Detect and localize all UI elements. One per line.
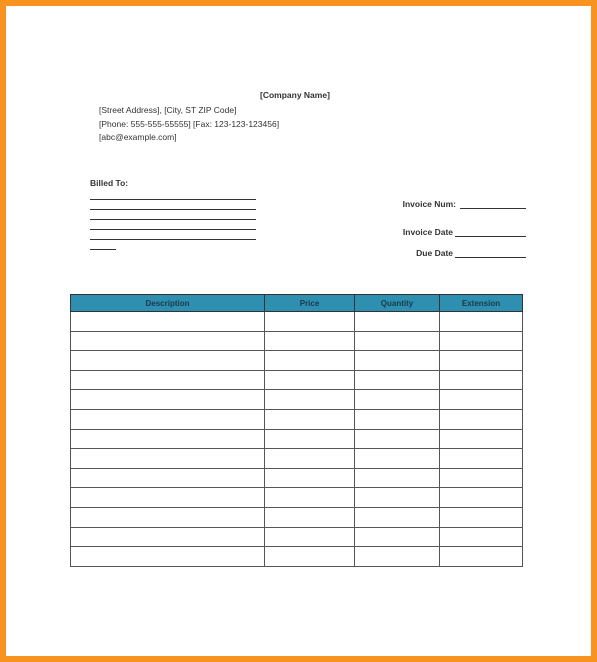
extension-cell[interactable]: [440, 468, 523, 488]
invoice-date-row: [366, 209, 526, 237]
company-address: [Street Address], [City, ST ZIP Code]: [99, 105, 237, 115]
description-cell[interactable]: [71, 390, 265, 410]
due-date-blank: [455, 249, 526, 258]
quantity-cell[interactable]: [355, 351, 440, 371]
quantity-cell[interactable]: [355, 312, 440, 332]
billed-to-line: [90, 220, 256, 230]
price-cell[interactable]: [265, 468, 355, 488]
table-row: [71, 507, 523, 527]
price-cell[interactable]: [265, 547, 355, 567]
quantity-cell[interactable]: [355, 488, 440, 508]
description-cell[interactable]: [71, 429, 265, 449]
price-cell[interactable]: [265, 527, 355, 547]
table-row: [71, 312, 523, 332]
table-row: [71, 351, 523, 371]
description-cell[interactable]: [71, 351, 265, 371]
extension-cell[interactable]: [440, 390, 523, 410]
billed-to-line: [90, 240, 116, 250]
billed-to-block: [90, 178, 260, 250]
quantity-cell[interactable]: [355, 507, 440, 527]
quantity-cell[interactable]: [355, 527, 440, 547]
invoice-page: [6, 6, 591, 656]
price-cell[interactable]: [265, 449, 355, 469]
extension-cell[interactable]: [440, 429, 523, 449]
invoice-date-label: Invoice Date: [402, 227, 453, 237]
table-row: [71, 390, 523, 410]
billed-to-line: [90, 190, 256, 200]
extension-cell[interactable]: [440, 312, 523, 332]
company-email: [abc@example.com]: [99, 132, 177, 142]
price-cell[interactable]: [265, 331, 355, 351]
table-row: [71, 409, 523, 429]
extension-cell[interactable]: [440, 409, 523, 429]
quantity-cell[interactable]: [355, 429, 440, 449]
header-extension: Extension: [440, 295, 523, 312]
description-cell[interactable]: [71, 409, 265, 429]
extension-cell[interactable]: [440, 488, 523, 508]
header-description: Description: [71, 295, 265, 312]
price-cell[interactable]: [265, 507, 355, 527]
table-header-row: [71, 295, 523, 312]
description-cell[interactable]: [71, 527, 265, 547]
description-cell[interactable]: [71, 331, 265, 351]
quantity-cell[interactable]: [355, 409, 440, 429]
extension-cell[interactable]: [440, 351, 523, 371]
description-cell[interactable]: [71, 312, 265, 332]
description-cell[interactable]: [71, 547, 265, 567]
invoice-date-blank: [455, 228, 526, 237]
description-cell[interactable]: [71, 468, 265, 488]
due-date-label: Due Date: [416, 248, 453, 258]
description-cell[interactable]: [71, 370, 265, 390]
extension-cell[interactable]: [440, 449, 523, 469]
quantity-cell[interactable]: [355, 370, 440, 390]
invoice-num-row: [366, 188, 526, 209]
table-row: [71, 527, 523, 547]
quantity-cell[interactable]: [355, 547, 440, 567]
header-price: Price: [265, 295, 355, 312]
quantity-cell[interactable]: [355, 331, 440, 351]
table-row: [71, 429, 523, 449]
price-cell[interactable]: [265, 312, 355, 332]
table-row: [71, 488, 523, 508]
price-cell[interactable]: [265, 370, 355, 390]
billed-to-label: Billed To:: [90, 178, 129, 188]
table-row: [71, 449, 523, 469]
quantity-cell[interactable]: [355, 468, 440, 488]
extension-cell[interactable]: [440, 547, 523, 567]
price-cell[interactable]: [265, 488, 355, 508]
invoice-num-blank: [460, 200, 526, 209]
table-body: [71, 312, 523, 567]
price-cell[interactable]: [265, 429, 355, 449]
table-row: [71, 331, 523, 351]
price-cell[interactable]: [265, 390, 355, 410]
table-row: [71, 370, 523, 390]
header-quantity: Quantity: [355, 295, 440, 312]
price-cell[interactable]: [265, 351, 355, 371]
billed-to-line: [90, 200, 256, 210]
invoice-num-label: Invoice Num:: [402, 199, 456, 209]
due-date-row: [366, 237, 526, 258]
company-contact: [99, 104, 279, 145]
price-cell[interactable]: [265, 409, 355, 429]
description-cell[interactable]: [71, 488, 265, 508]
description-cell[interactable]: [71, 449, 265, 469]
company-phone-fax: [Phone: 555-555-55555] [Fax: 123-123-123456]: [99, 118, 280, 129]
line-items-table: [70, 294, 523, 567]
billed-to-line: [90, 230, 256, 240]
extension-cell[interactable]: [440, 527, 523, 547]
extension-cell[interactable]: [440, 331, 523, 351]
extension-cell[interactable]: [440, 507, 523, 527]
extension-cell[interactable]: [440, 370, 523, 390]
billed-to-line: [90, 210, 256, 220]
table-row: [71, 547, 523, 567]
company-name: [Company Name]: [260, 90, 330, 100]
quantity-cell[interactable]: [355, 390, 440, 410]
quantity-cell[interactable]: [355, 449, 440, 469]
description-cell[interactable]: [71, 507, 265, 527]
table-row: [71, 468, 523, 488]
invoice-meta: [366, 188, 526, 258]
